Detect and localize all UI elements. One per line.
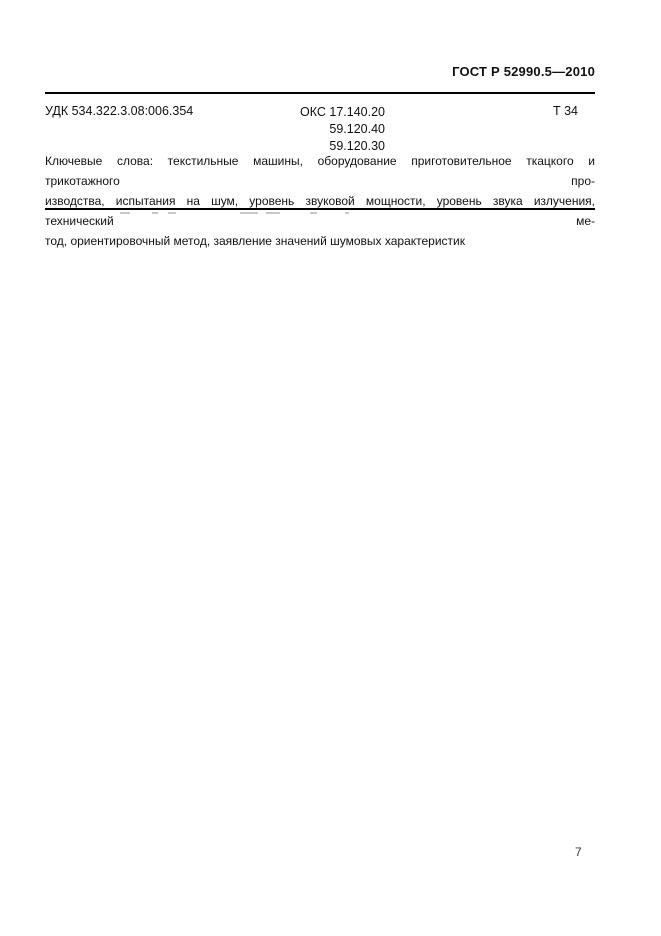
oks-code-3: 59.120.30 [329,139,385,153]
keywords-line-1: Ключевые слова: текстильные машины, оборудование приготовительное ткацкого и трикотажного про- [45,154,595,188]
t-classification-code: Т 34 [553,104,579,118]
oks-code-1: 17.140.20 [329,105,385,119]
scan-artifact-marks [120,212,540,216]
oks-code-2: 59.120.40 [329,122,385,136]
oks-codes-block [300,104,385,155]
page-number: 7 [575,845,582,859]
footer-rule [45,208,595,210]
oks-code-line [300,104,385,121]
oks-label: ОКС [300,105,326,119]
header-rule [45,92,595,94]
keywords-line-2: изводства, испытания на шум, уровень звуковой мощности, уровень звука излучения, технический ме- [45,194,595,228]
keywords-line-3: тод, ориентировочный метод, заявление значений шумовых характеристик [45,234,465,248]
udk-code: УДК 534.322.3.08:006.354 [45,104,194,118]
keywords-paragraph [45,151,595,251]
standard-code-header: ГОСТ Р 52990.5—2010 [452,64,595,79]
